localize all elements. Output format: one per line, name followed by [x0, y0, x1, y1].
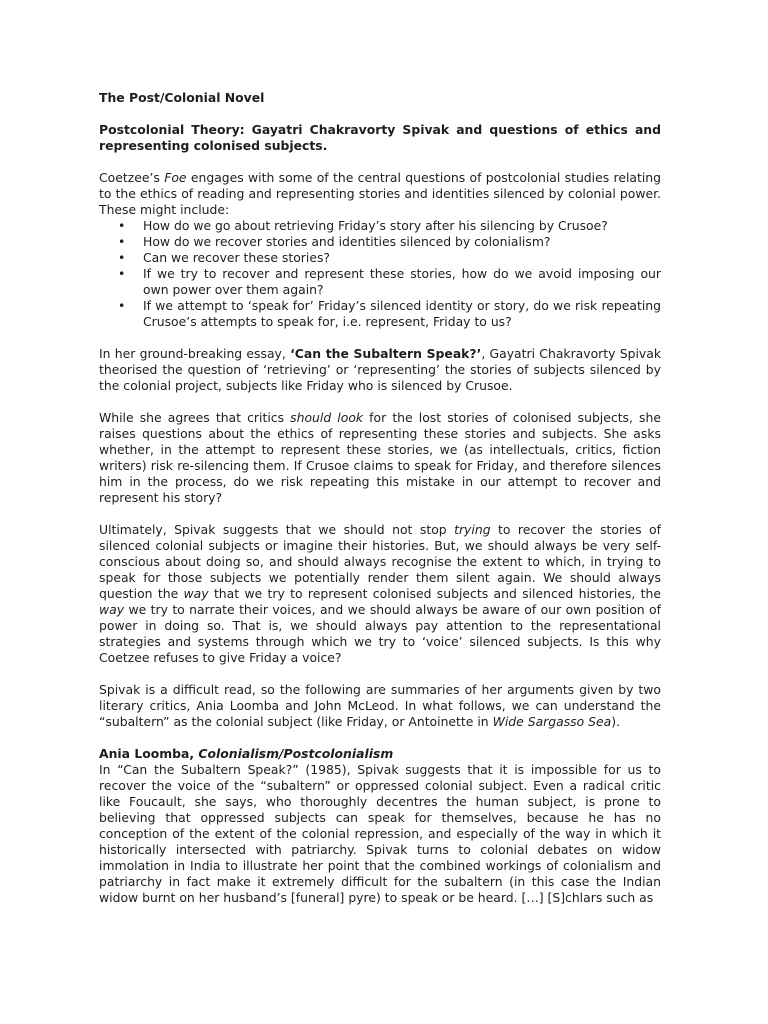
list-item: • How do we recover stories and identities silenced by colonialism?	[99, 234, 661, 250]
document-title: The Post/Colonial Novel	[99, 90, 265, 105]
question-list	[99, 218, 661, 330]
list-item: • If we attempt to ‘speak for’ Friday’s silenced identity or story, do we risk repeating Crusoe’s attempts to speak for, i.e. represent, Friday to us?	[99, 298, 661, 330]
paragraph-essay: In her ground-breaking essay, ‘Can the Subaltern Speak?’, Gayatri Chakravorty Spivak theorised the question of ‘retrieving’ or ‘representing’ the stories of subjects silenced by the colonial project, subjects like Friday who is silenced by Crusoe.	[99, 346, 662, 393]
list-item: • If we try to recover and represent these stories, how do we avoid imposing our own power over them again?	[99, 266, 661, 298]
book-title-wide-sargasso-sea: Wide Sargasso Sea	[492, 714, 612, 729]
document-subtitle: Postcolonial Theory: Gayatri Chakravorty Spivak and questions of ethics and representing colonised subjects.	[99, 122, 661, 153]
paragraph-summaries: Spivak is a difficult read, so the following are summaries of her arguments given by two literary critics, Ania Loomba and John McLeod. In what follows, we can understand the “subaltern” as the colonial subject (like Friday, or Antoinette in Wide Sargasso Sea).	[99, 682, 661, 729]
list-item: • Can we recover these stories?	[99, 250, 661, 266]
paragraph-loomba: In “Can the Subaltern Speak?” (1985), Spivak suggests that it is impossible for us to recover the voice of the “subaltern” or oppressed colonial subject. Even a radical critic like Foucault, she says, who thoroughly decentres the human subject, is prone to believing that oppressed subjects can speak for themselves, because he has no conception of the extent of the colonial repression, and especially of the way in which it historically intersected with patriarchy. Spivak turns to colonial debates on widow immolation in India to illustrate her point that the combined workings of colonialism and patriarchy in fact make it extremely difficult for the subaltern (in this case the Indian widow burnt on her husband’s [funeral] pyre) to speak or be heard. […] [S]chlars such as	[99, 762, 661, 905]
intro-paragraph: Coetzee’s Foe engages with some of the central questions of postcolonial studies relating to the ethics of reading and representing stories and identities silenced by colonial power. These might include:	[99, 170, 662, 217]
document-page	[99, 90, 661, 906]
paragraph-ethics: While she agrees that critics should look for the lost stories of colonised subjects, she raises questions about the ethics of representing these stories and subjects. She asks whether, in the attempt to represent these stories, we (as intellectuals, critics, fiction writers) risk re-silencing them. If Crusoe claims to speak for Friday, and therefore silences him in the process, do we risk repeating this mistake in our attempt to recover and represent his story?	[99, 410, 661, 505]
list-item: • How do we go about retrieving Friday’s story after his silencing by Crusoe?	[99, 218, 661, 234]
book-title-foe: Foe	[164, 170, 187, 185]
essay-title: ‘Can the Subaltern Speak?’	[290, 346, 482, 361]
section-heading-loomba: Ania Loomba, Colonialism/Postcolonialism	[99, 746, 394, 761]
paragraph-ultimately: Ultimately, Spivak suggests that we should not stop trying to recover the stories of silenced colonial subjects or imagine their histories. But, we should always be very self-conscious about doing so, and should always recognise the extent to which, in trying to speak for those subjects we potentially render them silent again. We should always question the way that we try to represent colonised subjects and silenced histories, the way we try to narrate their voices, and we should always be aware of our own position of power in doing so. That is, we should always pay attention to the representational strategies and systems through which we try to ‘voice’ silenced subjects. Is this why Coetzee refuses to give Friday a voice?	[99, 522, 662, 665]
